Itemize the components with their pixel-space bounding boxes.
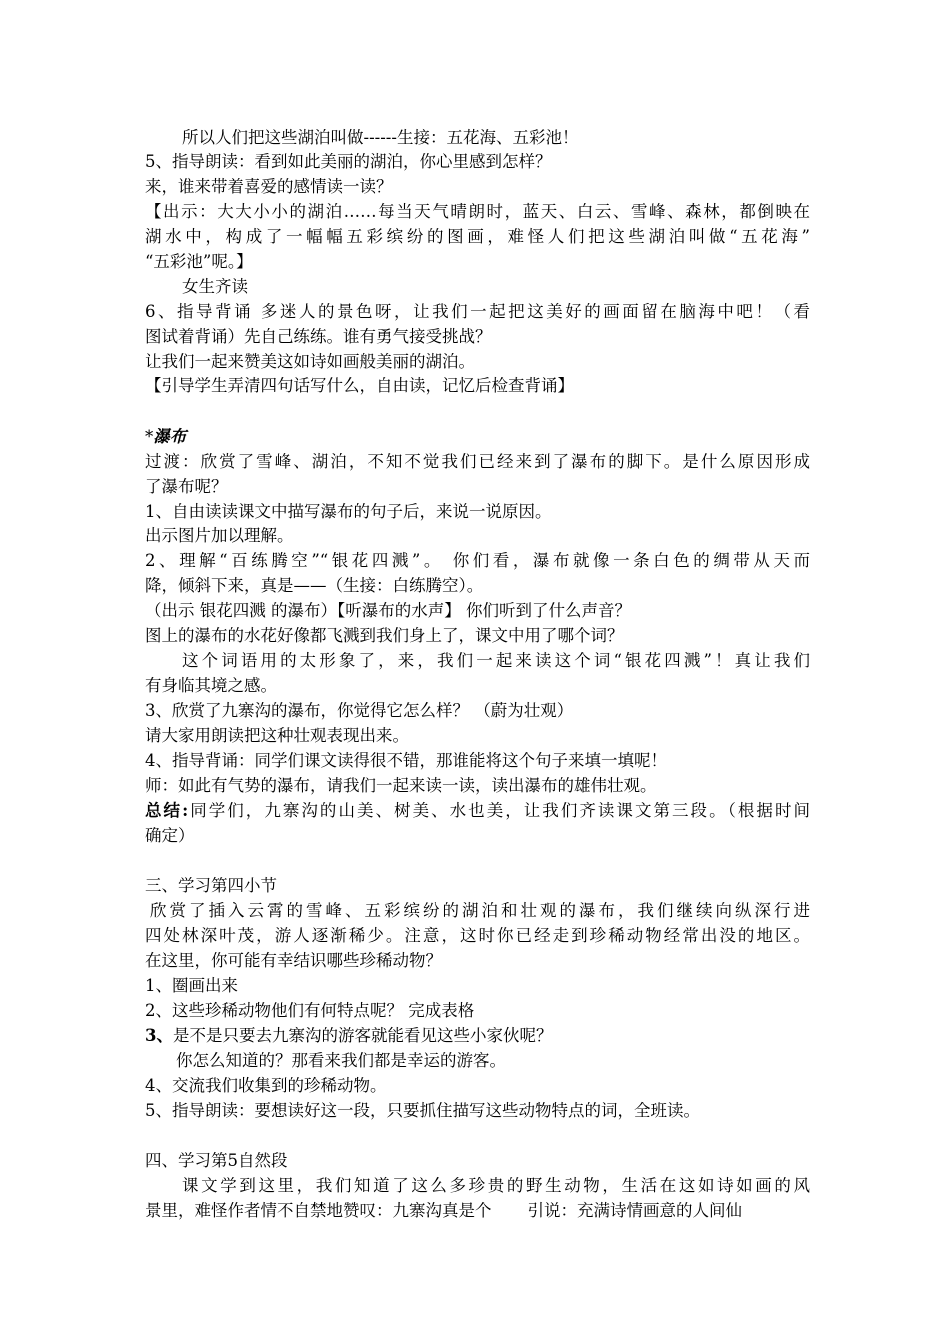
text-line: 师：如此有气势的瀑布，请我们一起来读一读，读出瀑布的雄伟壮观。 (145, 776, 657, 795)
text-line: 降，倾斜下来，真是——（生接：白练腾空）。 (145, 576, 484, 595)
summary-line (145, 799, 810, 823)
text-line: 了瀑布呢？ (145, 477, 228, 496)
text-line: 2、理解“百练腾空”“银花四溅”。 你们看，瀑布就像一条白色的绸带从天而 (145, 551, 810, 570)
section-heading: 三、学习第四小节 (145, 876, 277, 895)
text-line: 这个词语用的太形象了，来，我们一起来读这个词“银花四溅”！真让我们 (182, 651, 810, 670)
text-line: 欣赏了插入云霄的雪峰、五彩缤纷的湖泊和壮观的瀑布，我们继续向纵深行进 (150, 901, 810, 920)
text-line (145, 1199, 810, 1223)
text-line: 5、指导朗读：要想读好这一段，只要抓住描写这些动物特点的词，全班读。 (145, 1101, 700, 1120)
section-heading-waterfall (145, 425, 810, 449)
text-line: 女生齐读 (182, 277, 248, 296)
text-line: 有身临其境之感。 (145, 676, 277, 695)
text-line: 1、自由读读课文中描写瀑布的句子后，来说一说原因。 (145, 502, 552, 521)
text-line: 图试着背诵）先自己练练。谁有勇气接受挑战？ (145, 327, 492, 346)
text-line: 让我们一起来赞美这如诗如画般美丽的湖泊。 (145, 352, 475, 371)
text-line: 来，谁来带着喜爱的感情读一读？ (145, 177, 393, 196)
text-line: 四处林深叶茂，游人逐渐稀少。注意，这时你已经走到珍稀动物经常出没的地区。 (145, 926, 810, 945)
heading-waterfall: 瀑布 (153, 427, 187, 446)
text-line: 你怎么知道的？那看来我们都是幸运的游客。 (176, 1051, 506, 1070)
text-line: 1、圈画出来 (145, 976, 238, 995)
text-line: 2、这些珍稀动物他们有何特点呢？ 完成表格 (145, 1001, 475, 1020)
text-line: 所以人们把这些湖泊叫做------生接：五花海、五彩池！ (182, 128, 579, 147)
summary-text: 同学们，九寨沟的山美、树美、水也美，让我们齐读课文第三段。（根据时间 (188, 801, 810, 820)
text-line: 出示图片加以理解。 (145, 526, 294, 545)
text-line: 3、欣赏了九寨沟的瀑布，你觉得它怎么样？ （蔚为壮观） (145, 701, 574, 720)
text-line: 过渡：欣赏了雪峰、湖泊，不知不觉我们已经来到了瀑布的脚下。是什么原因形成 (145, 452, 810, 471)
text-line: 请大家用朗读把这种壮观表现出来。 (145, 726, 409, 745)
text-line: 4、交流我们收集到的珍稀动物。 (145, 1076, 387, 1095)
summary-label: 总结: (145, 801, 189, 820)
text-line: 图上的瀑布的水花好像都飞溅到我们身上了，课文中用了哪个词？ (145, 626, 624, 645)
text-line: 【引导学生弄清四句话写什么，自由读，记忆后检查背诵】 (145, 376, 574, 395)
text-line: 课文学到这里，我们知道了这么多珍贵的野生动物，生活在这如诗如画的风 (182, 1176, 810, 1195)
text-line: （出示 银花四溅 的瀑布）【听瀑布的水声】 你们听到了什么声音？ (145, 601, 631, 620)
item-text: 是不是只要去九寨沟的游客就能看见这些小家伙呢？ (172, 1026, 553, 1045)
text-line (145, 1024, 810, 1048)
text-line: 5、指导朗读：看到如此美丽的湖泊，你心里感到怎样？ (145, 152, 552, 171)
text-segment: 引说：充满诗情画意的人间仙 (527, 1201, 742, 1220)
text-line: 4、指导背诵：同学们课文读得很不错，那谁能将这个句子来填一填呢！ (145, 751, 667, 770)
item-number: 3、 (145, 1026, 173, 1045)
section-heading: 四、学习第5自然段 (145, 1151, 288, 1170)
text-line: 6、指导背诵 多迷人的景色呀，让我们一起把这美好的画面留在脑海中吧！（看 (145, 302, 810, 321)
text-line: 湖水中，构成了一幅幅五彩缤纷的图画，难怪人们把这些湖泊叫做“五花海” (145, 227, 810, 246)
text-line: 确定） (145, 826, 195, 845)
heading-star: * (145, 427, 154, 446)
text-line: 【出示：大大小小的湖泊……每当天气晴朗时，蓝天、白云、雪峰、森林，都倒映在 (145, 202, 810, 221)
text-line: 在这里，你可能有幸结识哪些珍稀动物？ (145, 951, 442, 970)
text-line: “五彩池”呢。】 (145, 252, 253, 271)
text-segment: 景里，难怪作者情不自禁地赞叹：九寨沟真是个 (145, 1201, 492, 1220)
